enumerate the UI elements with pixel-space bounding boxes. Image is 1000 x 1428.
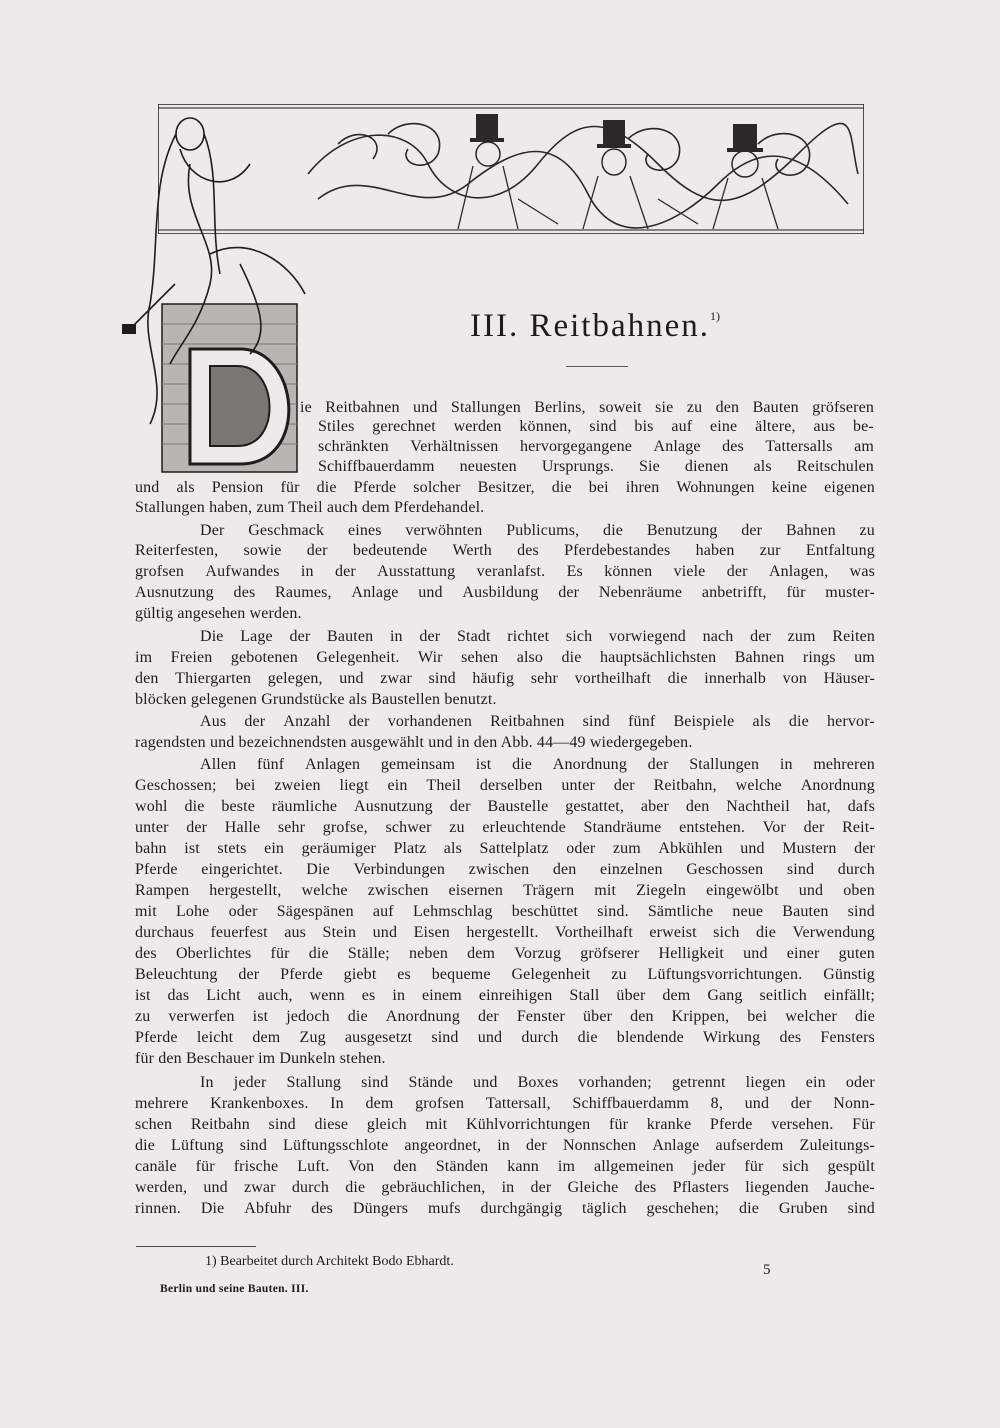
text-line: des Oberlichtes für die Ställe; neben dem Vorzug gröfserer Helligkeit und einer guten [135,945,875,962]
text-line: Allen fünf Anlagen gemeinsam ist die Anordnung der Stallungen in mehreren [200,756,875,773]
text-line: mehrere Krankenboxes. In dem grofsen Tattersall, Schiffbauerdamm 8, und der Nonn- [135,1095,875,1112]
text-line: bahn ist stets ein geräumiger Platz als Sattelplatz oder zum Abkühlen und Mustern der [135,840,875,857]
text-line: zu verwerfen ist jedoch die Anordnung der Fenster über den Krippen, bei welcher die [135,1008,875,1025]
text-line: mit Lohe oder Sägespänen auf Lehmschlag beschüttet sind. Sämtliche neue Bauten sind [135,903,875,920]
text-line: gültig angesehen werden. [135,605,302,622]
text-line: ist das Licht auch, wenn es in einem einreihigen Stall über dem Gang seitlich einfällt; [135,987,875,1004]
text-line: grofsen Aufwandes in der Ausstattung veranlafst. Es können viele der Anlagen, was [135,563,875,580]
text-line: Aus der Anzahl der vorhandenen Reitbahnen sind fünf Beispiele als die hervor- [200,713,875,730]
text-line: Schiffbauerdamm neuesten Ursprungs. Sie dienen als Reitschulen [318,458,874,475]
text-line: werden, und zwar durch die gebräuchlichen, in der Gleiche des Pflasters liegenden Jauche- [135,1179,875,1196]
text-line: und als Pension für die Pferde solcher Besitzer, die bei ihren Wohnungen keine eigenen [135,479,875,496]
text-line: canäle für frische Luft. Von den Ständen kann im allgemeinen jeder für sich gespült [135,1158,875,1175]
text-line: Rampen hergestellt, welche zwischen eisernen Trägern mit Ziegeln eingewölbt und oben [135,882,875,899]
running-footer: Berlin und seine Bauten. III. [160,1283,309,1295]
text-line: schen Reitbahn sind diese gleich mit Kühlvorrichtungen für kranke Pferde versehen. Für [135,1116,875,1133]
footnote-reference: 1) [710,309,721,323]
text-line: Geschossen; bei zweien liegt ein Theil derselben unter der Reitbahn, welche Anordnung [135,777,875,794]
footnote-divider [136,1246,256,1247]
text-line: Pferde eingerichtet. Die Verbindungen zwischen den einzelnen Geschossen sind durch [135,861,875,878]
text-line: wohl die beste räumliche Ausnutzung der Baustelle gestattet, aber den Nachtheil hat, dafs [135,798,875,815]
text-line: unter der Halle sehr grofse, schwer zu erleuchtende Standräume entstehen. Vor der Reit- [135,819,875,836]
text-line: Stiles gerechnet werden können, sind bis auf eine ältere, aus be- [318,418,874,435]
text-line: ragendsten und bezeichnendsten ausgewählt und in den Abb. 44—49 wiedergegeben. [135,734,693,751]
text-line: für den Beschauer im Dunkeln stehen. [135,1050,386,1067]
text-line: rinnen. Die Abfuhr des Düngers mufs durchgängig täglich geschehen; die Gruben sind [135,1200,875,1217]
text-line: Beleuchtung der Pferde giebt es bequeme Gelegenheit zu Lüftungsvorrichtungen. Günstig [135,966,875,983]
text-line: Stallungen haben, zum Theil auch dem Pferdehandel. [135,499,485,516]
text-line: Der Geschmack eines verwöhnten Publicums, die Benutzung der Bahnen zu [200,522,875,539]
text-line: die Lüftung sind Lüftungsschlote angeordnet, in der Nonnschen Anlage aufserdem Zuleitungs- [135,1137,875,1154]
text-line: den Thiergarten gelegen, und zwar sind häufig sehr vortheilhaft die innerhalb von Häuser- [135,670,875,687]
page-number: 5 [763,1262,771,1278]
footnote: 1) Bearbeitet durch Architekt Bodo Ebhardt. [205,1254,454,1269]
text-line: ie Reitbahnen und Stallungen Berlins, soweit sie zu den Bauten gröfseren [300,399,874,416]
text-line: im Freien gebotenen Gelegenheit. Wir sehen also die hauptsächlichsten Bahnen rings um [135,649,875,666]
text-line: Pferde leicht dem Zug ausgesetzt sind und durch die blendende Wirkung des Fensters [135,1029,875,1046]
text-line: Reiterfesten, sowie der bedeutende Werth des Pferdebestandes haben zur Entfaltung [135,542,875,559]
text-line: In jeder Stallung sind Stände und Boxes vorhanden; getrennt liegen ein oder [200,1074,875,1091]
chapter-title: III. Reitbahnen. [470,308,711,344]
text-line: schränkten Verhältnissen hervorgegangene Anlage des Tattersalls am [318,438,874,455]
text-line: Die Lage der Bauten in der Stadt richtet sich vorwiegend nach der zum Reiten [200,628,875,645]
text-line: Ausnutzung des Raumes, Anlage und Ausbildung der Nebenräume anbetrifft, für muster- [135,584,875,601]
text-line: durchaus feuerfest aus Stein und Eisen hergestellt. Vortheilhaft erweist sich die Verwendung [135,924,875,941]
text-line: blöcken gelegenen Grundstücke als Baustellen benutzt. [135,691,497,708]
